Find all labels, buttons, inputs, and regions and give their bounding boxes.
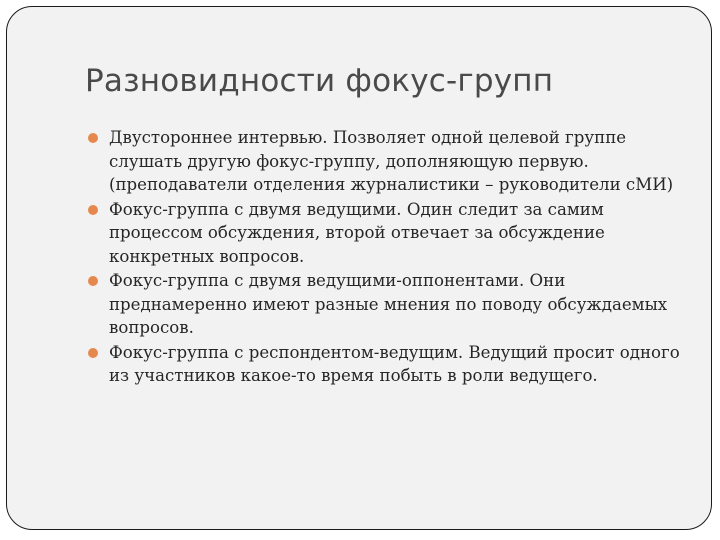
bullet-item-2 bbox=[85, 198, 695, 269]
slide-frame bbox=[6, 6, 712, 530]
bullet-text-4: Фокус-группа с респондентом-ведущим. Ведущий просит одного из участников какое-то время побыть в роли ведущего. bbox=[109, 342, 680, 385]
bullet-dot-icon bbox=[88, 348, 98, 358]
bullet-item-1 bbox=[85, 126, 695, 197]
bullet-text-3: Фокус-группа с двумя ведущими-оппонентами. Они преднамеренно имеют разные мнения по поводу обсуждаемых вопросов. bbox=[109, 271, 668, 337]
bullet-item-3 bbox=[85, 269, 695, 340]
bullet-dot-icon bbox=[88, 276, 98, 286]
bullet-dot-icon bbox=[88, 205, 98, 215]
slide-title: Разновидности фокус-групп bbox=[85, 63, 554, 99]
bullet-list bbox=[85, 126, 695, 389]
bullet-text-2: Фокус-группа с двумя ведущими. Один следит за самим процессом обсуждения, второй отвечает за обсуждение конкретных вопросов. bbox=[109, 199, 605, 266]
bullet-text-1: Двустороннее интервью. Позволяет одной целевой группе слушать другую фокус-группу, дополняющую первую. (преподаватели отделения журналистики – руководители сМИ) bbox=[109, 128, 674, 194]
bullet-item-4 bbox=[85, 341, 695, 388]
bullet-dot-icon bbox=[88, 133, 98, 143]
